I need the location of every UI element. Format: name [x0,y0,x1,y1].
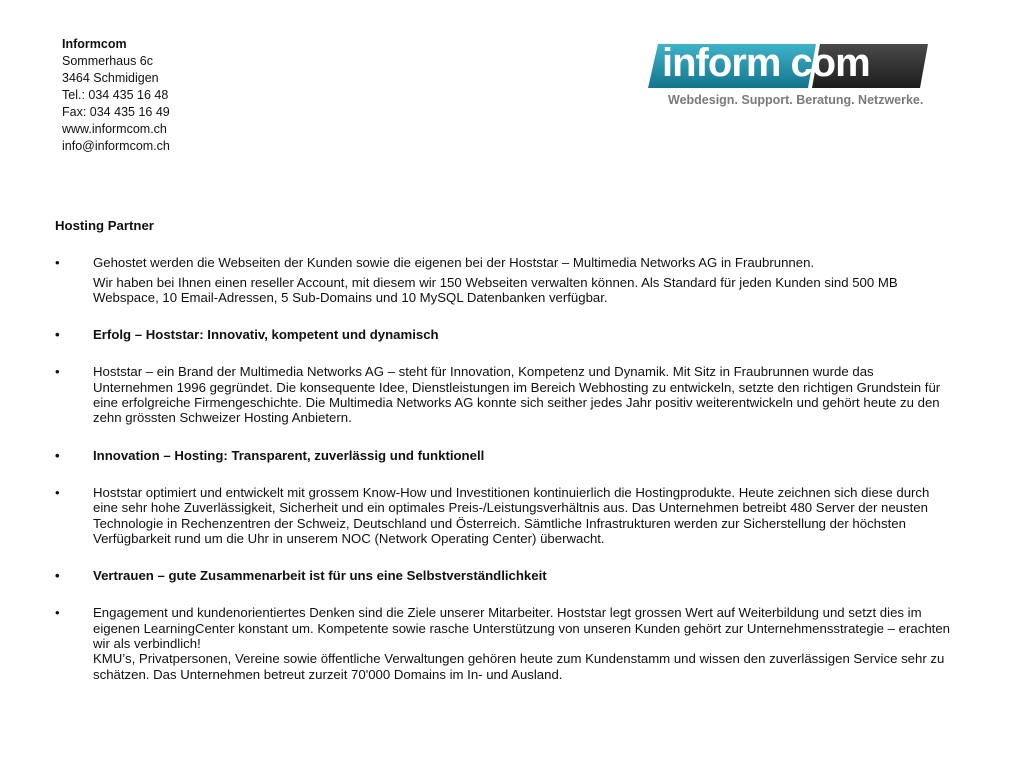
logo-wordmark [662,41,870,85]
paragraph-line: Hoststar – ein Brand der Multimedia Networks AG – steht für Innovation, Kompetenz und Dynamik. Mit Sitz in Fraubrunnen wurde das Unternehmen 1996 gegründet. Die konsequente Idee, Dienstleistungen im Bereich Webhosting zu entwickeln, setzte den richtigen Grundstein für eine erfolgreiche Firmengeschichte. Die Multimedia Networks AG konnte sich seither jedes Jahr positiv weiterentwickeln und gehört heute zu den zehn grössten Schweizer Hosting Anbietern. [93,364,941,426]
street: Sommerhaus 6c [62,54,154,68]
bullet-icon: • [55,605,60,621]
paragraph-line: Gehostet werden die Webseiten der Kunden sowie die eigenen bei der Hoststar – Multimedia Networks AG in Fraubrunnen. [93,255,815,271]
item-heading: Innovation – Hosting: Transparent, zuverlässig und funktionell [93,447,485,463]
logo-tagline: Webdesign. Support. Beratung. Netzwerke. [668,93,924,107]
paragraph-line: KMU’s, Privatpersonen, Vereine sowie öffentliche Verwaltungen gehören heute zum Kundenstamm und wissen den zuverlässigen Service sehr zu schätzen. Das Unternehmen betreut zurzeit 70'000 Domains im In- und Ausland. [93,651,945,682]
bullet-icon: • [55,568,60,584]
email-link[interactable]: info@informcom.ch [62,139,170,153]
list-item [55,485,955,546]
list-item-heading [55,448,955,463]
logo-part-com: com [790,41,870,85]
list-item-heading [55,568,955,583]
logo-part-inform: inform [662,41,781,85]
list-item [55,255,955,305]
list-item-heading [55,327,955,342]
address-block [62,36,170,155]
bullet-icon: • [55,255,60,271]
website-link[interactable]: www.informcom.ch [62,122,167,136]
list-item [55,605,955,681]
item-heading: Vertrauen – gute Zusammenarbeit ist für uns eine Selbstverständlichkeit [93,568,547,584]
bullet-icon: • [55,447,60,463]
hosting-content [55,218,955,704]
bullet-icon: • [55,364,60,380]
bullet-icon: • [55,484,60,500]
fax: Fax: 034 435 16 49 [62,105,170,119]
company-name: Informcom [62,37,127,51]
city: 3464 Schmidigen [62,71,159,85]
paragraph-line: Wir haben bei Ihnen einen reseller Account, mit diesem wir 150 Webseiten verwalten können. Als Standard für jeden Kunden sind 500 MB Webspace, 10 Email-Adressen, 5 Sub-Domains und 10 MySQL Datenbanken verfügbar. [93,274,898,305]
list-item [55,364,955,425]
item-heading: Erfolg – Hoststar: Innovativ, kompetent und dynamisch [93,327,439,343]
section-title: Hosting Partner [55,218,154,233]
informcom-logo [648,38,940,118]
bullet-icon: • [55,327,60,343]
phone: Tel.: 034 435 16 48 [62,88,169,102]
paragraph-line: Hoststar optimiert und entwickelt mit grossem Know-How und Investitionen kontinuierlich die Hostingprodukte. Heute zeichnen sich diese durch eine sehr hohe Zuverlässigkeit, Sicherheit und ein optimales Preis-/Leistungsverhältnis aus. Das Unternehmen betreibt 480 Server der neusten Technologie in Rechenzentren der Schweiz, Deutschland und Österreich. Sämtliche Infrastrukturen werden zur Sicherstellung der höchsten Verfügbarkeit rund um die Uhr in unserem NOC (Network Operating Center) überwacht. [93,484,930,546]
paragraph-line: Engagement und kundenorientiertes Denken sind die Ziele unserer Mitarbeiter. Hoststar legt grossen Wert auf Weiterbildung und setzt dies im eigenen LearningCenter konstant um. Kompetente sowie rasche Unterstützung von unseren Kunden gehört zur Unternehmensstrategie – erachten wir als verbindlich! [93,605,950,652]
